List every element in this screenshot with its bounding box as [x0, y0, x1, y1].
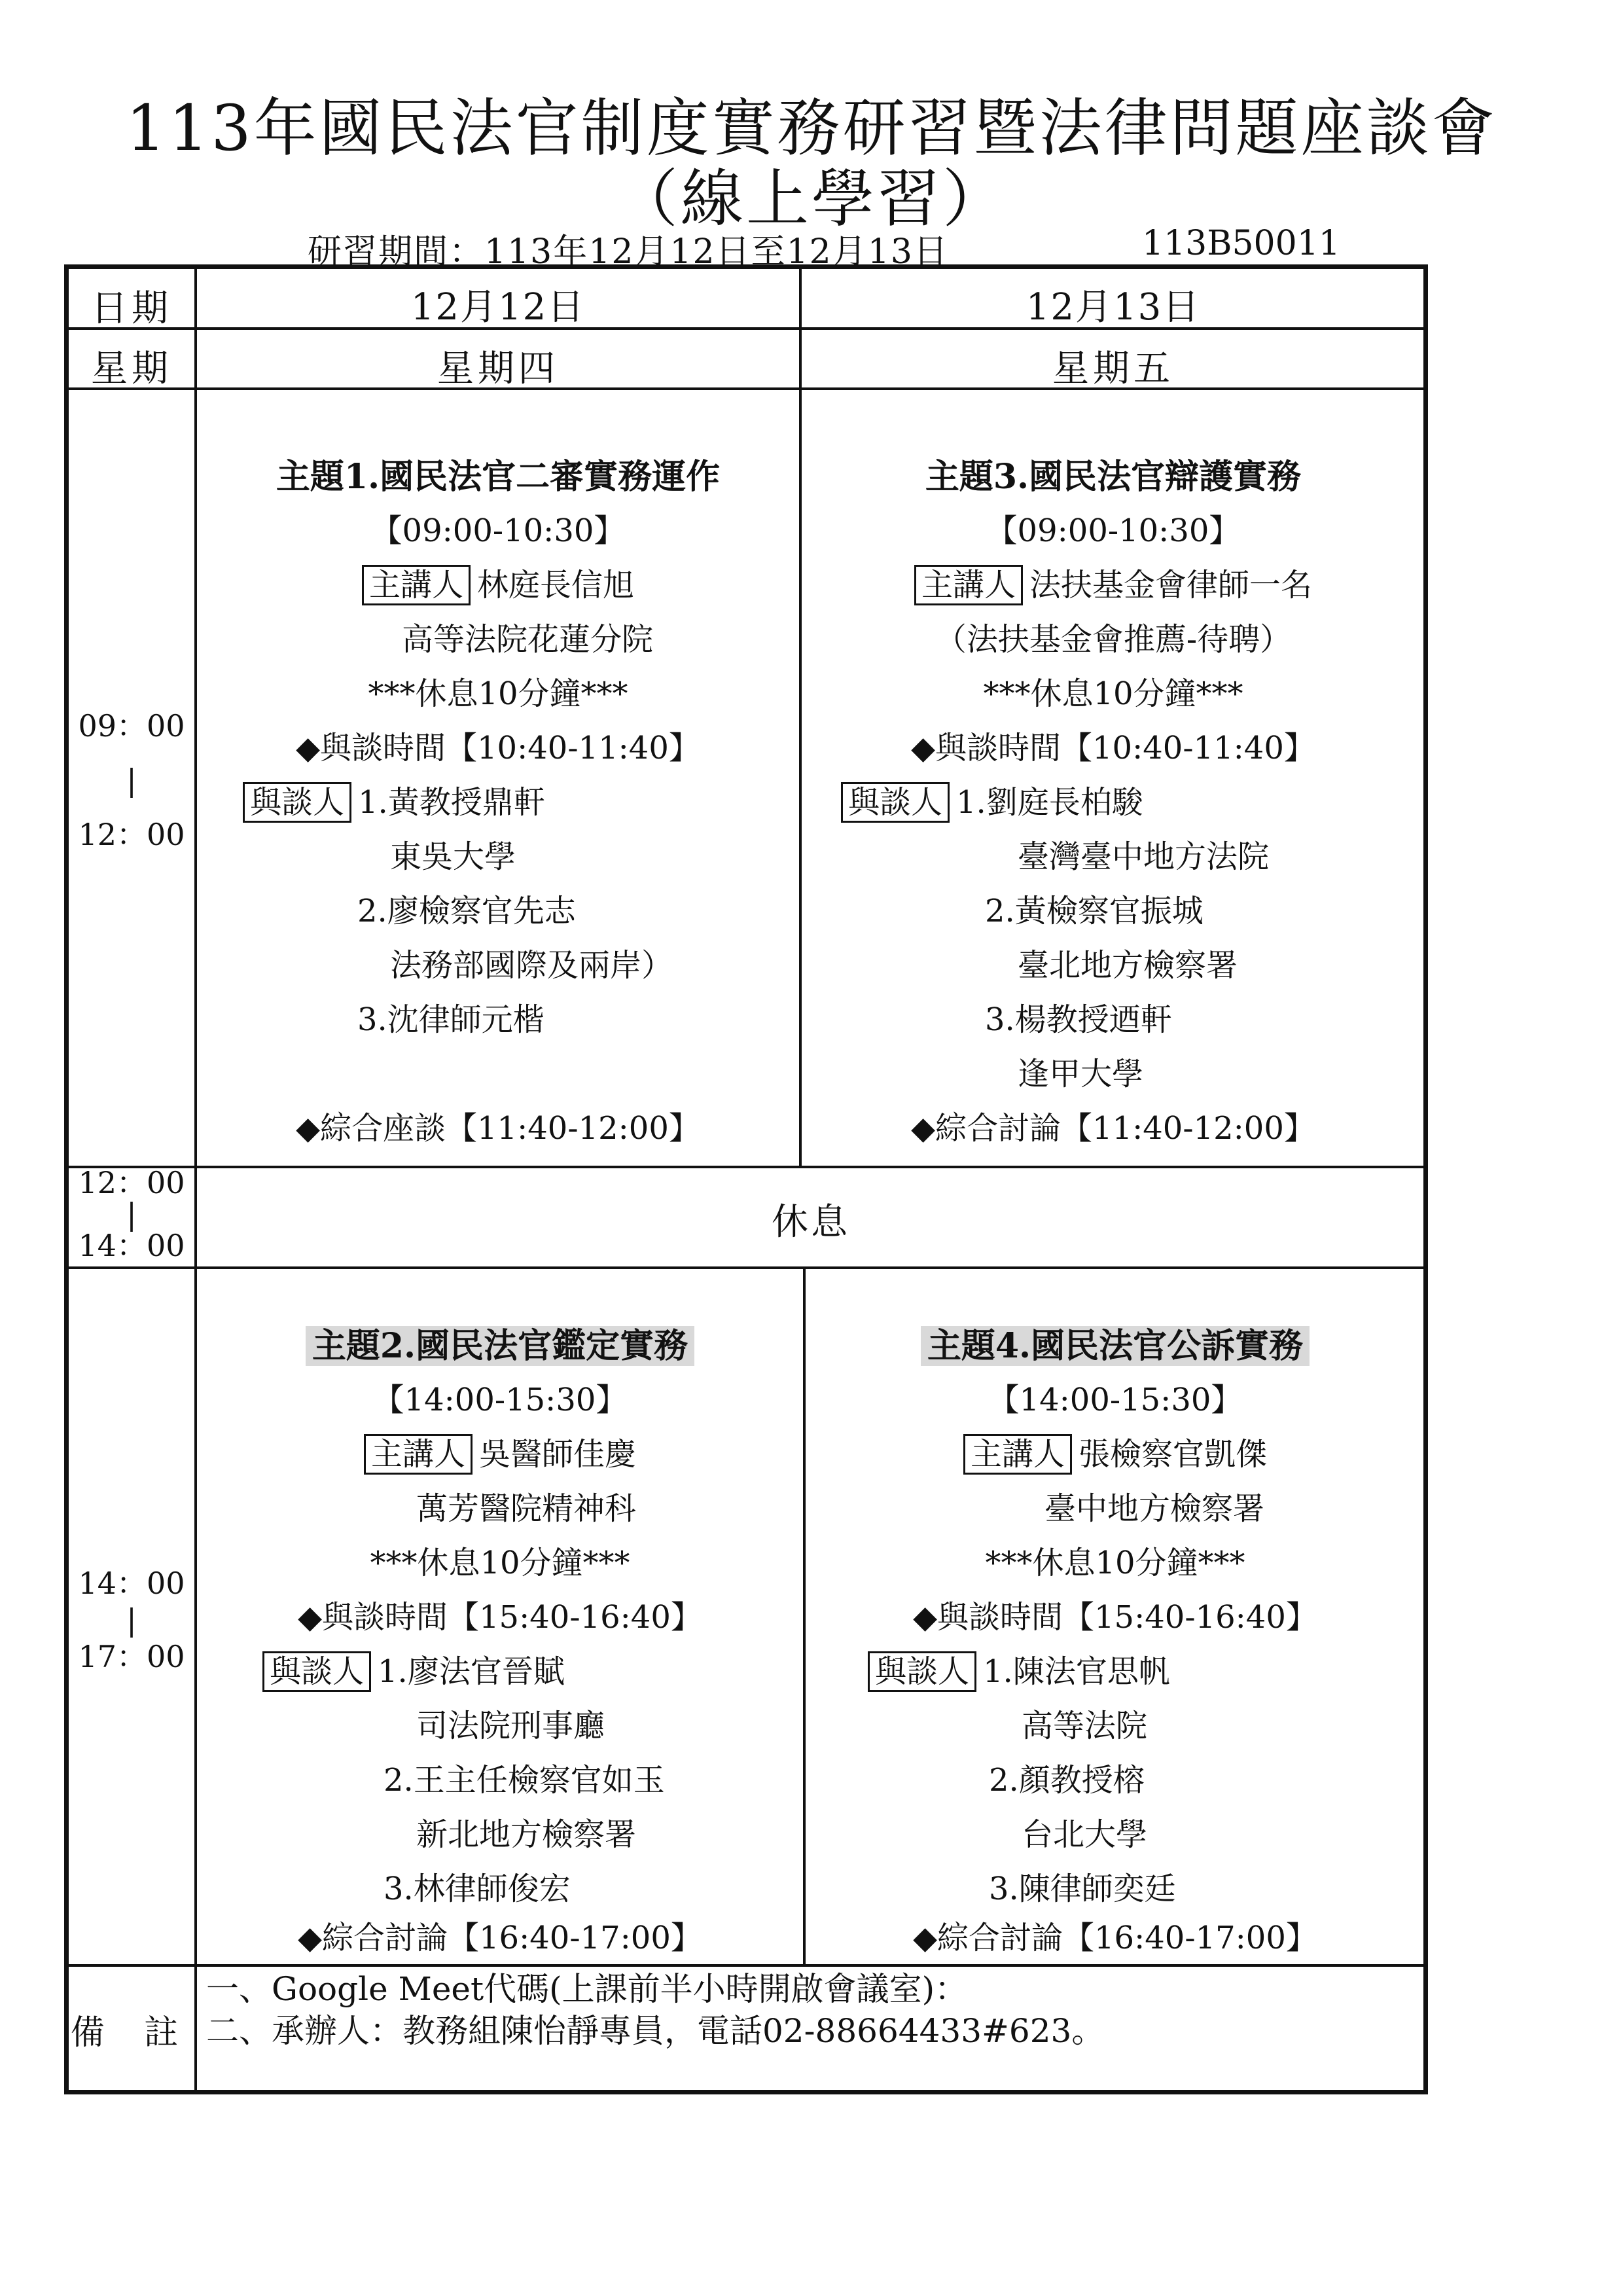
rest-note: ***休息10分鐘*** [983, 675, 1243, 712]
speaker-name: 林庭長信旭 [477, 567, 635, 603]
session-theme-text: 主題4.國民法官公訴實務 [921, 1326, 1310, 1366]
speaker-org: （法扶基金會推薦-待聘） [935, 621, 1292, 658]
panelist-line [197, 1645, 803, 1699]
panelist-1-org: 司法院刑事廳 [416, 1708, 605, 1744]
session-1 [197, 450, 799, 1156]
session-time: 【14:00-15:30】 [372, 1382, 628, 1418]
document-subtitle: （線上學習） [615, 162, 1008, 236]
time-start: 09：00 [78, 708, 185, 744]
document-title: 113年國民法官制度實務研習暨法律問題座談會 [126, 92, 1497, 165]
speaker-tag: 主講人 [963, 1434, 1072, 1475]
day1-date: 12月12日 [410, 286, 586, 329]
course-code: 113B50011 [1142, 224, 1340, 263]
speaker-tag: 主講人 [364, 1434, 473, 1475]
time-start: 12：00 [78, 1165, 185, 1200]
day2-weekday: 星期五 [1052, 348, 1174, 390]
rest-note: ***休息10分鐘*** [370, 1545, 630, 1581]
session-4 [806, 1319, 1425, 1960]
session-time: 【09:00-10:30】 [370, 512, 626, 549]
panelist-3: 3.沈律師元楷 [357, 1001, 544, 1038]
panelist-3: 3.陳律師奕廷 [989, 1871, 1176, 1907]
speaker-name: 張檢察官凱傑 [1079, 1436, 1268, 1473]
session-time: 【14:00-15:30】 [988, 1382, 1243, 1418]
panelist-2-org: 法務部國際及兩岸） [390, 947, 673, 984]
remarks-label: 備 註 [70, 2013, 193, 2053]
row-divider [69, 1266, 1423, 1269]
session-2 [197, 1319, 803, 1960]
date-row-label: 日期 [91, 287, 172, 330]
speaker-name: 吳醫師佳慶 [479, 1436, 637, 1473]
remarks-list [206, 1968, 1104, 2052]
weekday-row-label: 星期 [91, 348, 172, 390]
lunch-break: 休息 [772, 1201, 850, 1244]
panelist-1-org: 東吳大學 [390, 838, 516, 875]
speaker-tag: 主講人 [914, 565, 1023, 605]
row-divider [69, 1964, 1423, 1967]
schedule-table [64, 264, 1428, 2094]
time-separator: | [126, 1602, 137, 1638]
panelist-line [197, 776, 799, 830]
panelist-1: 1.陳法官思帆 [983, 1653, 1170, 1690]
panelist-1-org: 臺灣臺中地方法院 [1018, 838, 1270, 875]
panelist-2-org: 臺北地方檢察署 [1018, 947, 1238, 984]
panelist-2-org: 台北大學 [1022, 1816, 1148, 1853]
closing-session: ◆綜合討論【11:40-12:00】 [911, 1110, 1315, 1147]
time-start: 14：00 [78, 1566, 185, 1601]
day2-date: 12月13日 [1026, 286, 1201, 329]
morning-time [69, 708, 194, 853]
closing-session: ◆綜合座談【11:40-12:00】 [296, 1110, 700, 1147]
panelist-1-org: 高等法院 [1022, 1708, 1148, 1744]
panelist-1: 1.廖法官晉賦 [378, 1653, 565, 1690]
time-end: 14：00 [78, 1228, 185, 1263]
speaker-org: 萬芳醫院精神科 [416, 1490, 636, 1527]
panelist-2: 2.廖檢察官先志 [357, 893, 576, 929]
row-divider [69, 1166, 1423, 1168]
session-time: 【09:00-10:30】 [986, 512, 1241, 549]
panel-tag: 與談人 [841, 782, 950, 823]
speaker-org: 臺中地方檢察署 [1044, 1490, 1264, 1527]
rest-note: ***休息10分鐘*** [985, 1545, 1245, 1581]
rest-note: ***休息10分鐘*** [368, 675, 628, 712]
speaker-tag: 主講人 [362, 565, 471, 605]
time-separator: | [126, 1196, 137, 1232]
panel-tag: 與談人 [868, 1651, 976, 1692]
panel-tag: 與談人 [262, 1651, 371, 1692]
panelist-line [806, 1645, 1425, 1699]
panel-tag: 與談人 [243, 782, 351, 823]
remark-item: 二、承辦人：教務組陳怡靜專員，電話02-88664433#623。 [206, 2012, 1105, 2050]
session-3 [802, 450, 1425, 1156]
closing-session: ◆綜合討論【16:40-17:00】 [298, 1920, 702, 1956]
panelist-3: 3.楊教授迺軒 [985, 1001, 1172, 1038]
day1-weekday: 星期四 [437, 348, 559, 390]
break-time [69, 1167, 194, 1261]
time-separator: | [126, 762, 137, 798]
panelist-1: 1.黃教授鼎軒 [358, 784, 545, 821]
speaker-line [197, 1427, 803, 1482]
afternoon-time [69, 1565, 194, 1675]
speaker-org: 高等法院花蓮分院 [401, 621, 653, 658]
speaker-name: 法扶基金會律師一名 [1029, 567, 1313, 603]
panelist-1: 1.劉庭長柏駿 [956, 784, 1143, 821]
speaker-line [802, 558, 1425, 613]
closing-session: ◆綜合討論【16:40-17:00】 [913, 1920, 1317, 1956]
discussion-time: ◆與談時間【10:40-11:40】 [911, 730, 1315, 766]
discussion-time: ◆與談時間【15:40-16:40】 [913, 1599, 1317, 1636]
panelist-2: 2.王主任檢察官如玉 [383, 1762, 665, 1799]
remark-item: 一、Google Meet代碼(上課前半小時開啟會議室)： [206, 1970, 968, 2008]
session-theme: 主題3.國民法官辯護實務 [925, 457, 1302, 497]
session-theme [806, 1319, 1425, 1373]
session-theme [197, 1319, 803, 1373]
speaker-line [197, 558, 799, 613]
discussion-time: ◆與談時間【15:40-16:40】 [298, 1599, 702, 1636]
session-theme-text: 主題2.國民法官鑑定實務 [306, 1326, 694, 1366]
discussion-time: ◆與談時間【10:40-11:40】 [296, 730, 700, 766]
time-end: 12：00 [78, 817, 185, 852]
panelist-3-org: 逢甲大學 [1018, 1056, 1144, 1092]
panelist-3: 3.林律師俊宏 [383, 1871, 571, 1907]
training-period: 研習期間：113年12月12日至12月13日 [308, 232, 949, 272]
speaker-line [806, 1427, 1425, 1482]
time-end: 17：00 [78, 1639, 185, 1674]
panelist-2-org: 新北地方檢察署 [416, 1816, 637, 1853]
panelist-2: 2.黃檢察官振城 [985, 893, 1204, 929]
panelist-2: 2.顏教授榕 [989, 1762, 1145, 1799]
panelist-line [802, 776, 1425, 830]
session-theme: 主題1.國民法官二審實務運作 [276, 457, 721, 497]
